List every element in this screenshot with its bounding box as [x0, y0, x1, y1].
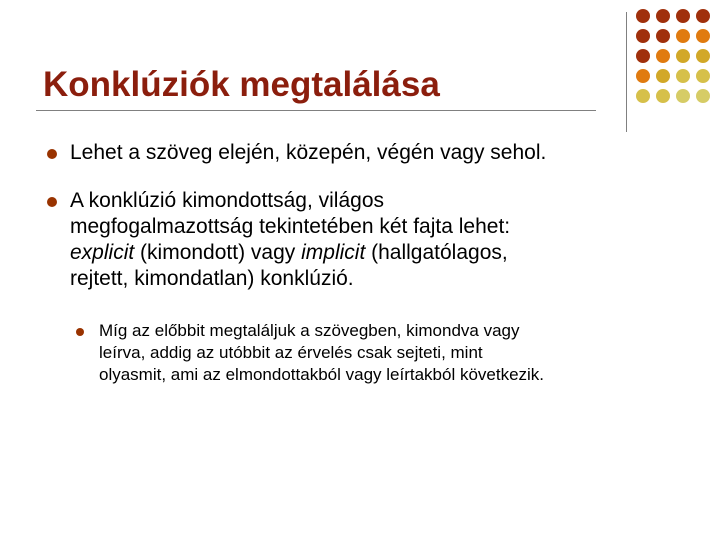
sub-bullet-text-line: Míg az előbbit megtaláljuk a szövegben, kimondva vagy [99, 321, 520, 340]
decorative-dot [656, 89, 670, 103]
decorative-dot [636, 29, 650, 43]
decorative-dot [656, 9, 670, 23]
bullet-icon [47, 149, 57, 159]
decorative-dot [676, 9, 690, 23]
sub-bullet-icon [76, 328, 84, 336]
decorative-dot [656, 69, 670, 83]
decorative-dot [696, 69, 710, 83]
bullet-text-line: megfogalmazottság tekintetében két fajta lehet: [70, 215, 511, 238]
decorative-dot [656, 29, 670, 43]
decorative-dot [636, 89, 650, 103]
bullet-text [70, 140, 546, 166]
decorative-vertical-rule [626, 12, 627, 132]
bullet-text-line [70, 240, 510, 266]
sub-bullet-text [99, 320, 544, 386]
decorative-dot [676, 89, 690, 103]
bullet-text-line: A konklúzió kimondottság, világos [70, 189, 385, 212]
bullet-text-line: Lehet a szöveg elején, közepén, végén vagy sehol. [70, 141, 547, 164]
emphasis-term: explicit [70, 241, 135, 264]
decorative-dot [636, 69, 650, 83]
decorative-dot [696, 89, 710, 103]
title-underline-rule [36, 110, 596, 111]
decorative-dot-grid [636, 9, 716, 113]
decorative-dot [636, 9, 650, 23]
decorative-dot [676, 69, 690, 83]
text-run: (kimondott) vagy [134, 241, 302, 264]
slide-title: Konklúziók megtalálása [43, 65, 440, 104]
decorative-dot [656, 49, 670, 63]
decorative-dot [696, 9, 710, 23]
decorative-dot [676, 29, 690, 43]
bullet-icon [47, 197, 57, 207]
decorative-dot [636, 49, 650, 63]
emphasis-term: implicit [301, 241, 366, 264]
decorative-dot [696, 49, 710, 63]
decorative-dot [676, 49, 690, 63]
bullet-text [70, 188, 510, 292]
sub-bullet-text-line: leírva, addig az utóbbit az érvelés csak sejteti, mint [99, 343, 483, 362]
decorative-dot [696, 29, 710, 43]
text-run: (hallgatólagos, [365, 241, 508, 264]
sub-bullet-text-line: olyasmit, ami az elmondottakból vagy leírtakból következik. [99, 365, 545, 384]
bullet-text-line: rejtett, kimondatlan) konklúzió. [70, 267, 354, 290]
